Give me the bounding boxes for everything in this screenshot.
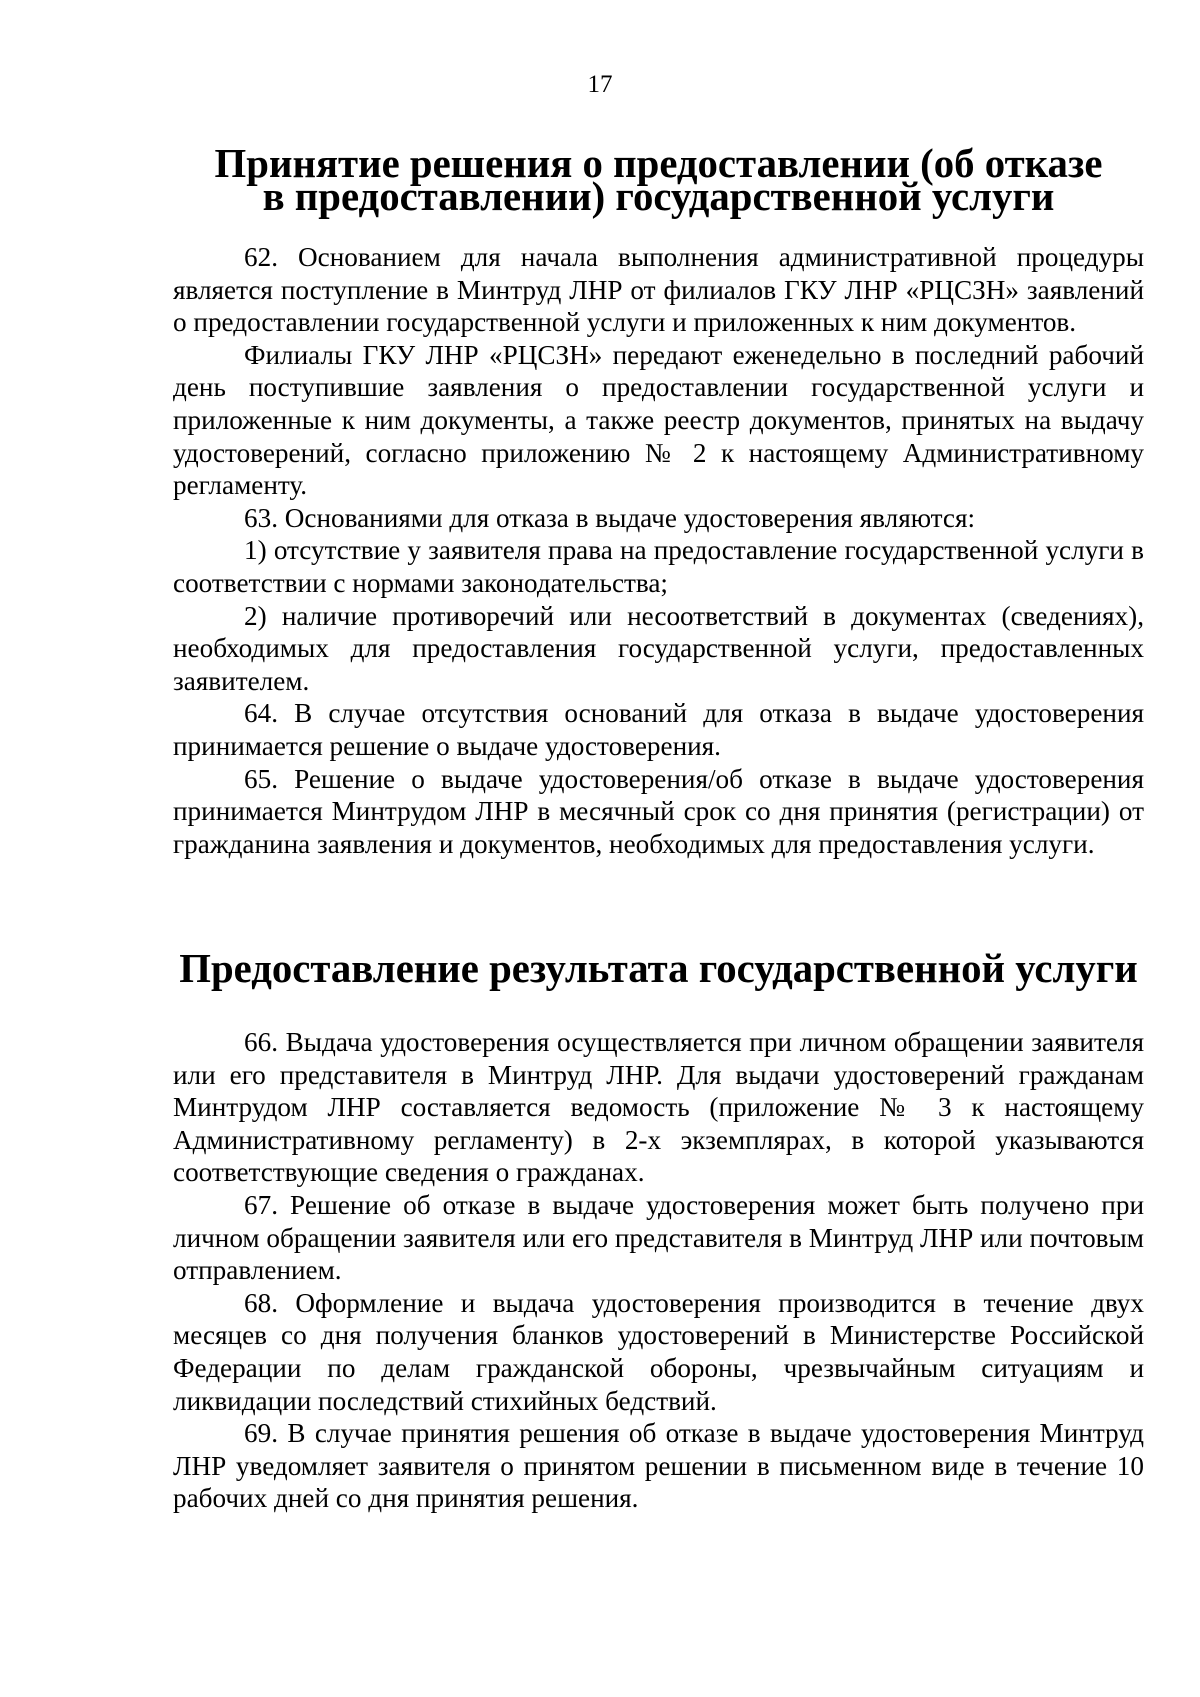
paragraph-62-continued: Филиалы ГКУ ЛНР «РЦСЗН» передают еженедельно в последний рабочий день поступившие заявления о предоставлении государственной услуги и приложенные к ним документы, а также реестр документов, принятых на выдачу удостоверений, согласно приложению № 2 к настоящему Административному регламенту. [173,339,1144,501]
paragraph-64: 64. В случае отсутствия оснований для отказа в выдаче удостоверения принимается решение о выдаче удостоверения. [173,698,1144,761]
paragraph-65: 65. Решение о выдаче удостоверения/об отказе в выдаче удостоверения принимается Минтрудом ЛНР в месячный срок со дня принятия (регистрации) от гражданина заявления и документов, необходимых для предоставления услуги. [173,763,1144,859]
section-1-heading-line-2: в предоставлении) государственной услуги [262,173,1055,219]
paragraph-63-item-2: 2) наличие противоречий или несоответствий в документах (сведениях), необходимых для предоставления государственной услуги, предоставленных заявителем. [173,600,1144,696]
section-1-heading-line-1: Принятие решения о предоставлении (об отказе [214,141,1103,186]
section-2-heading-block [173,946,1144,991]
section-2-heading [173,946,1144,991]
paragraph-62: 62. Основанием для начала выполнения административной процедуры является поступление в Минтруд ЛНР от филиалов ГКУ ЛНР «РЦСЗН» заявлений о предоставлении государственной услуги и приложенных к ним документов. [173,242,1144,338]
section-2-heading-line: Предоставление результата государственной услуги [179,946,1138,991]
paragraph-66: 66. Выдача удостоверения осуществляется при личном обращении заявителя или его представителя в Минтруд ЛНР. Для выдачи удостоверений гражданам Минтрудом ЛНР составляется ведомость (приложение № 3 к настоящему Административному регламенту) в 2-х экземплярах, в которой указываются соответствующие сведения о гражданах. [173,1027,1144,1188]
section-1-heading-block [173,141,1144,219]
section-2-body [173,1026,1144,1515]
section-1-heading [173,141,1144,219]
page-number: 17 [587,71,613,98]
paragraph-69: 69. В случае принятия решения об отказе в выдаче удостоверения Минтруд ЛНР уведомляет заявителя о принятом решении в письменном виде в течение 10 рабочих дней со дня принятия решения. [173,1418,1144,1514]
paragraph-67: 67. Решение об отказе в выдаче удостоверения может быть получено при личном обращении заявителя или его представителя в Минтруд ЛНР или почтовым отправлением. [173,1189,1144,1286]
paragraph-63-item-1: 1) отсутствие у заявителя права на предоставление государственной услуги в соответствии с нормами законодательства; [173,535,1144,598]
paragraph-68: 68. Оформление и выдача удостоверения производится в течение двух месяцев со дня получения бланков удостоверений в Министерстве Российской Федерации по делам гражданской обороны, чрезвычайным ситуациям и ликвидации последствий стихийных бедствий. [173,1287,1144,1416]
paragraph-63: 63. Основаниями для отказа в выдаче удостоверения являются: [244,502,976,533]
section-1-body [173,241,1144,860]
